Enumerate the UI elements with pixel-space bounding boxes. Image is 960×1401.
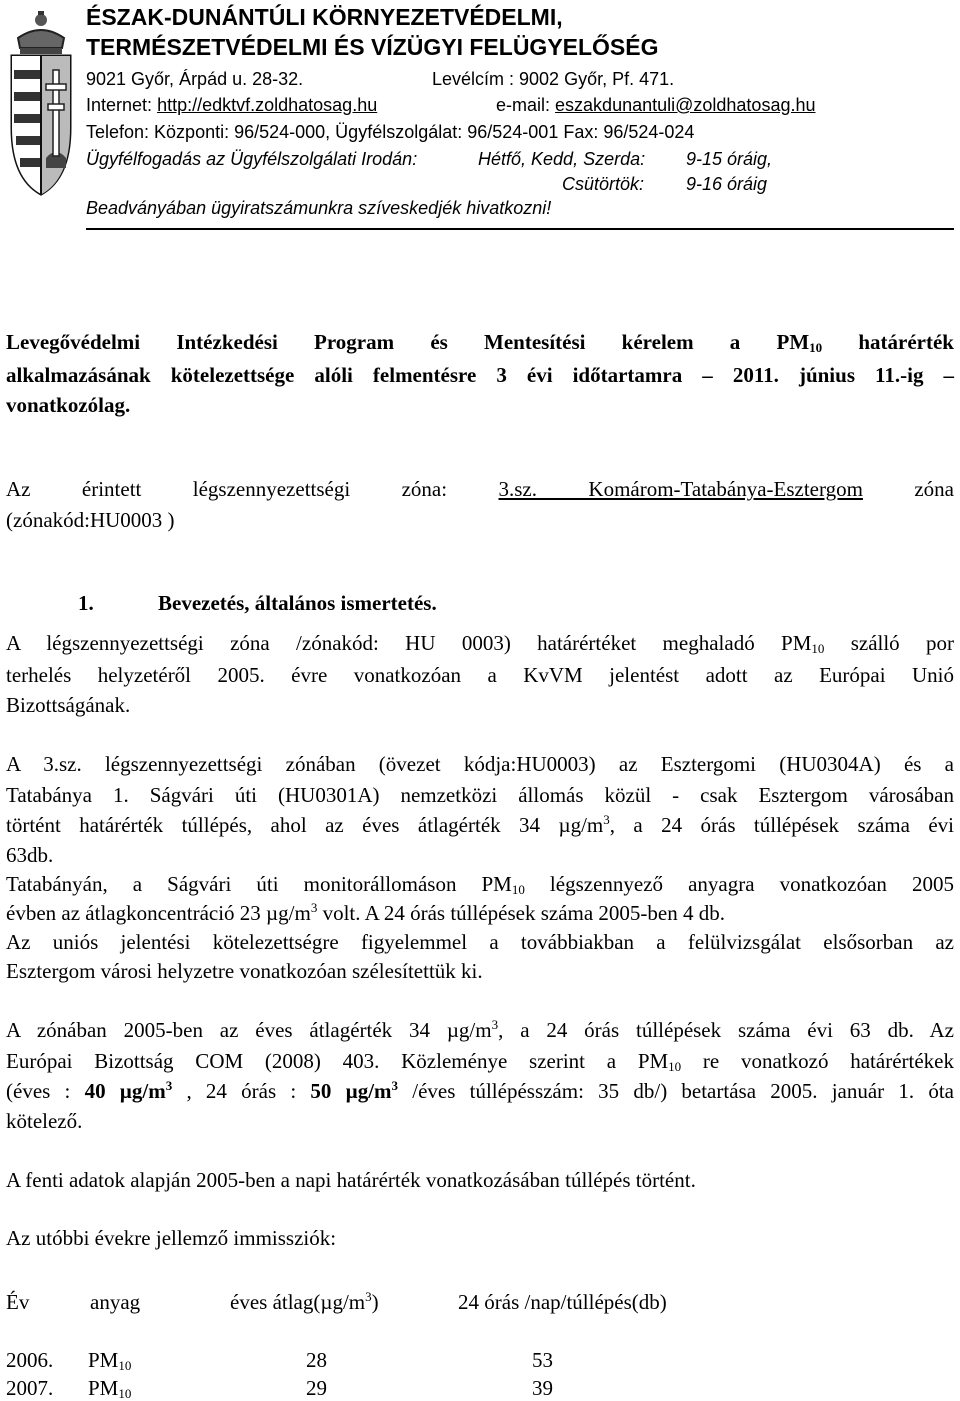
paragraph-1-line3: Bizottságának. bbox=[6, 693, 131, 717]
paragraph-2-line2: Tatabánya 1. Ságvári úti (HU0301A) nemzetközi állomás közül - csak Esztergom városában bbox=[6, 783, 954, 807]
paragraph-5-line2: Európai Bizottság COM (2008) 403. Közleménye szerint a $PM_{10}$ re vonatkozó határértékek bbox=[6, 1049, 954, 1074]
paragraph-3-line1: Tatabányán, a Ságvári úti monitorállomáson $PM_{10}$ légszennyező anyagra vonatkozóan 2005 bbox=[6, 872, 954, 897]
office-hours-1: 9-15 óráig, bbox=[686, 149, 773, 169]
email-line bbox=[496, 95, 816, 116]
paragraph-3-line2: évben az átlagkoncentráció 23 $\mu g/m^3$ volt. A 24 órás túllépések száma 2005-ben 4 db. bbox=[6, 900, 725, 925]
zone-code: (zónakód:HU0003 ) bbox=[6, 508, 175, 532]
paragraph-1-line2: terhelés helyzetéről 2005. évre vonatkozóan a KvVM jelentést adott az Európai Unió bbox=[6, 663, 954, 687]
table-header-year: Év bbox=[6, 1290, 30, 1314]
email-label: e-mail: bbox=[496, 95, 551, 115]
paragraph-2-line1: A 3.sz. légszennyezettségi zónában (övezet kódja:HU0003) az Esztergomi (HU0304A) és a bbox=[6, 752, 954, 776]
organization-name-line2: TERMÉSZETVÉDELMI ÉS VÍZÜGYI FELÜGYELŐSÉG bbox=[86, 34, 659, 60]
internet-line bbox=[86, 95, 377, 116]
section-heading: Bevezetés, általános ismertetés. bbox=[158, 591, 437, 615]
address: 9021 Győr, Árpád u. 28-32. bbox=[86, 69, 304, 89]
table-cell-annual-avg: 28 bbox=[306, 1348, 327, 1372]
email-link[interactable]: eszakdunantuli@zoldhatosag.hu bbox=[555, 95, 816, 115]
document-title-line3: vonatkozólag. bbox=[6, 393, 131, 417]
paragraph-7: Az utóbbi évekre jellemző immissziók: bbox=[6, 1226, 337, 1250]
coat-of-arms-logo bbox=[4, 8, 78, 198]
internet-label: Internet: bbox=[86, 95, 153, 115]
office-hours-label: Ügyfélfogadás az Ügyfélszolgálati Irodán: bbox=[86, 149, 418, 169]
table-cell-daily: 39 bbox=[532, 1376, 553, 1400]
paragraph-5-line1: A zónában 2005-ben az éves átlagérték 34 $\mu g/m^3$, a 24 órás túllépések száma évi 63 db. Az bbox=[6, 1017, 954, 1042]
zone-line: Az érintett légszennyezettségi zóna: 3.sz. Komárom-Tatabánya-Esztergom zóna bbox=[6, 477, 954, 501]
document-title-line1: Levegővédelmi Intézkedési Program és Mentesítési kérelem a $PM_{10}$ határérték bbox=[6, 330, 954, 355]
table-cell-substance: $PM_{10}$ bbox=[88, 1348, 132, 1373]
table-cell-daily: 53 bbox=[532, 1348, 553, 1372]
paragraph-2-line3: történt határérték túllépés, ahol az éves átlagérték 34 $\mu g/m^3$, a 24 órás túllépések száma évi bbox=[6, 812, 954, 837]
paragraph-5-line3: (éves : 40 $\mu g/m^3$ , 24 órás : 50 $\mu g/m^3$ /éves túllépésszám: 35 db/) betartása 2005. január 1. óta bbox=[6, 1078, 954, 1103]
table-cell-year: 2006. bbox=[6, 1348, 54, 1372]
table-header-substance: anyag bbox=[90, 1290, 141, 1314]
website-link[interactable]: http://edktvf.zoldhatosag.hu bbox=[157, 95, 378, 115]
table-header-daily: 24 órás /nap/túllépés(db) bbox=[458, 1290, 667, 1314]
organization-name-line1: ÉSZAK-DUNÁNTÚLI KÖRNYEZETVÉDELMI, bbox=[86, 4, 563, 30]
paragraph-4-line1: Az uniós jelentési kötelezettségre figyelemmel a továbbiakban a felülvizsgálat elsősorban az bbox=[6, 930, 954, 954]
reference-note: Beadványában ügyiratszámunkra szíveskedjék hivatkozni! bbox=[86, 198, 552, 218]
document-title-line2: alkalmazásának kötelezettsége alóli felmentésre 3 évi időtartamra – 2011. június 11.-ig – bbox=[6, 363, 954, 387]
table-cell-annual-avg: 29 bbox=[306, 1376, 327, 1400]
table-cell-year: 2007. bbox=[6, 1376, 54, 1400]
table-header-annual-avg: éves $átlag(\mu g/m^3)$ bbox=[230, 1289, 379, 1314]
phone-line: Telefon: Központi: 96/524-000, Ügyfélszolgálat: 96/524-001 Fax: 96/524-024 bbox=[86, 122, 695, 142]
mail-address: Levélcím : 9002 Győr, Pf. 471. bbox=[432, 69, 675, 89]
paragraph-5-line4: kötelező. bbox=[6, 1109, 83, 1133]
office-hours-2: 9-16 óráig bbox=[686, 174, 768, 194]
office-days-1: Hétfő, Kedd, Szerda: bbox=[478, 149, 646, 169]
section-number: 1. bbox=[78, 591, 94, 615]
paragraph-6: A fenti adatok alapján 2005-ben a napi határérték vonatkozásában túllépés történt. bbox=[6, 1168, 696, 1192]
paragraph-1-line1: A légszennyezettségi zóna /zónakód: HU 0003) határértéket meghaladó $PM_{10}$ szálló por bbox=[6, 631, 954, 656]
table-cell-substance: $PM_{10}$ bbox=[88, 1376, 132, 1401]
zone-name: 3.sz. Komárom-Tatabánya-Esztergom bbox=[498, 477, 863, 501]
paragraph-4-line2: Esztergom városi helyzetre vonatkozóan szélesítettük ki. bbox=[6, 959, 483, 983]
paragraph-2-line4: 63db. bbox=[6, 843, 54, 867]
header-divider bbox=[86, 228, 954, 230]
office-days-2: Csütörtök: bbox=[562, 174, 645, 194]
